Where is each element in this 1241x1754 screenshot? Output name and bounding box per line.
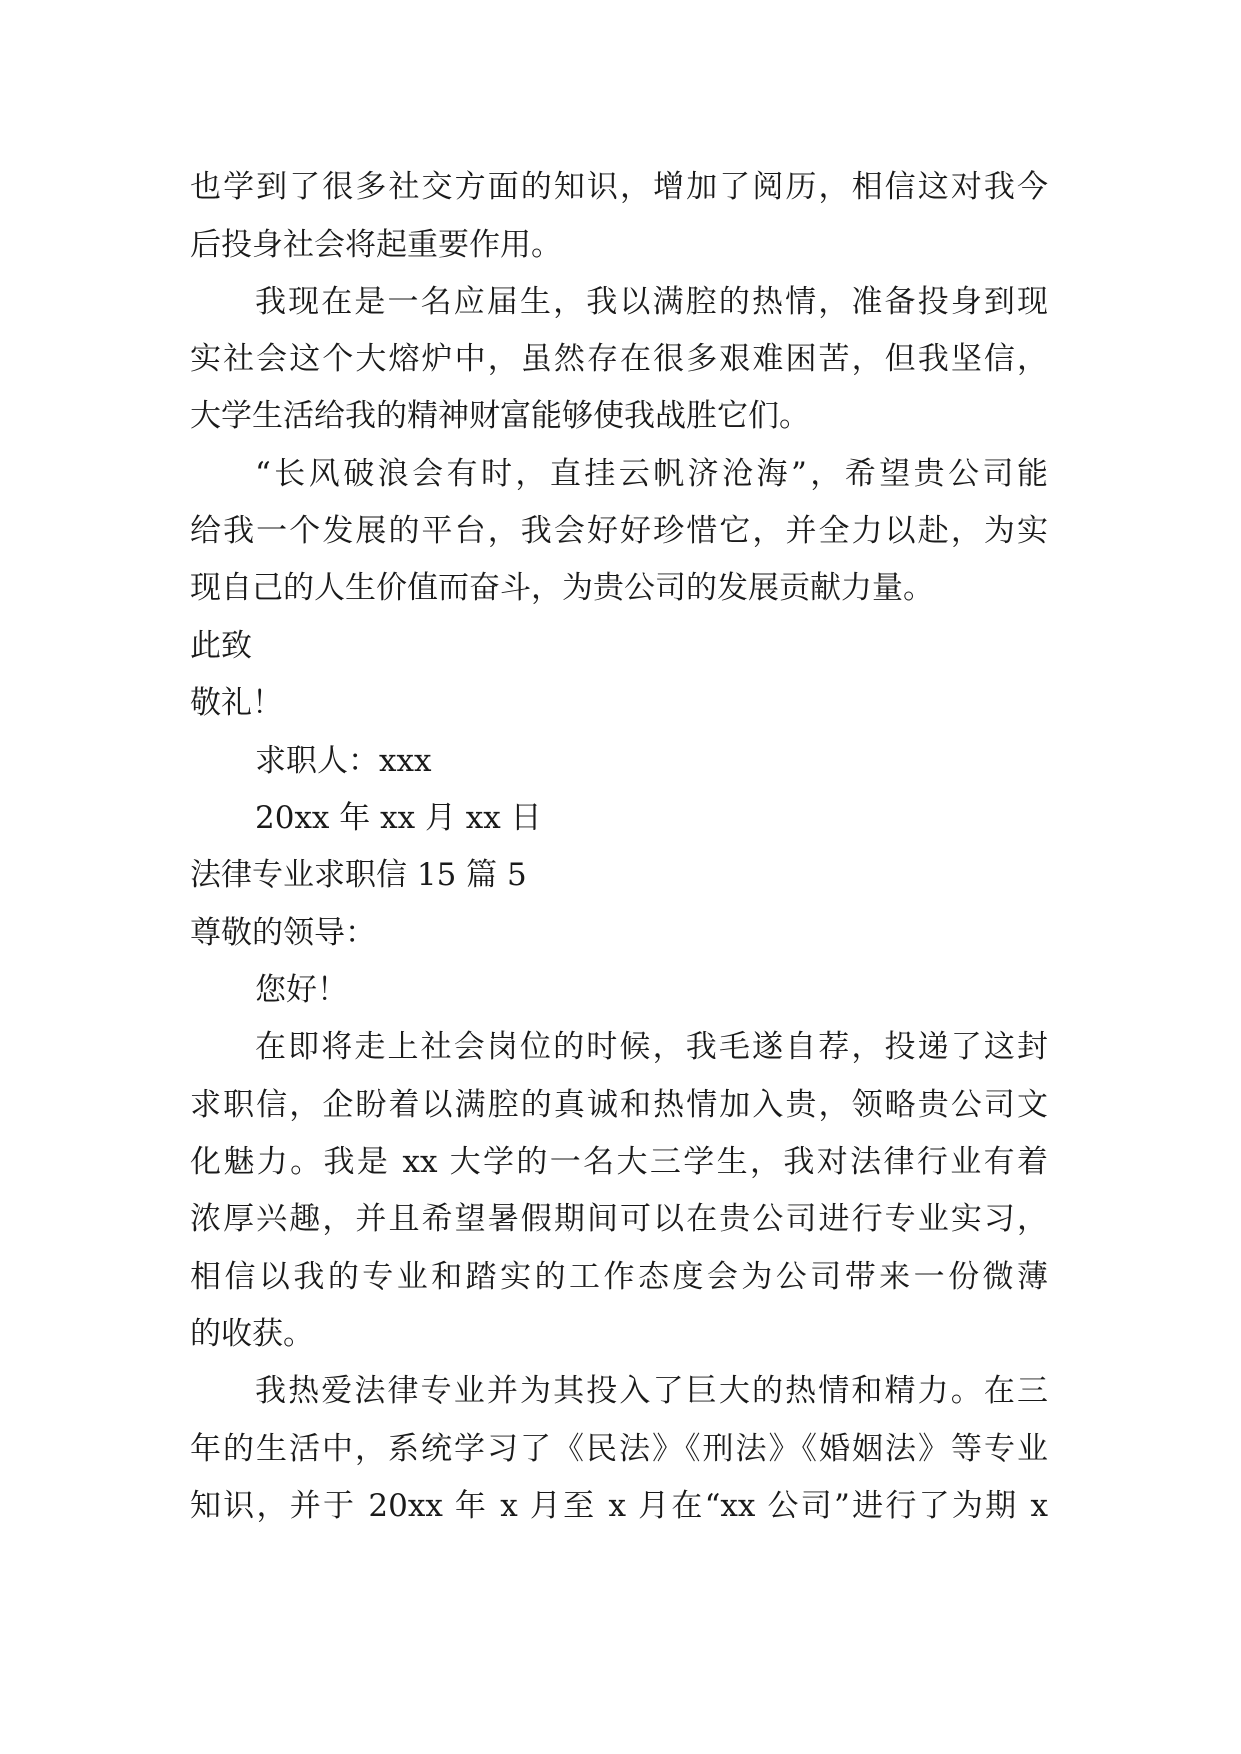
text-line: 我现在是一名应届生，我以满腔的热情，准备投身到现: [255, 284, 1048, 320]
text-line: 后投身社会将起重要作用。: [190, 227, 562, 263]
closing-line: 此致: [190, 628, 252, 664]
greeting-line: 您好！: [255, 972, 348, 1008]
date-line: 20xx 年 xx 月 xx 日: [255, 800, 542, 836]
text-line: 现自己的人生价值而奋斗，为贵公司的发展贡献力量。: [190, 570, 934, 606]
text-line: “长风破浪会有时，直挂云帆济沧海”，希望贵公司能: [255, 456, 1048, 492]
text-line: 大学生活给我的精神财富能够使我战胜它们。: [190, 398, 810, 434]
text-line: 的收获。: [190, 1316, 314, 1352]
text-line: 年的生活中，系统学习了《民法》《刑法》《婚姻法》等专业: [190, 1431, 1048, 1467]
text-line: 求职信，企盼着以满腔的真诚和热情加入贵，领略贵公司文: [190, 1087, 1048, 1123]
greeting-line: 尊敬的领导：: [190, 915, 376, 951]
text-line: 实社会这个大熔炉中，虽然存在很多艰难困苦，但我坚信，: [190, 341, 1048, 377]
text-line: 化魅力。我是 xx 大学的一名大三学生，我对法律行业有着: [190, 1144, 1048, 1180]
text-line: 知识，并于 20xx 年 x 月至 x 月在“xx 公司”进行了为期 x: [190, 1488, 1048, 1524]
text-line: 浓厚兴趣，并且希望暑假期间可以在贵公司进行专业实习，: [190, 1201, 1048, 1237]
salutation-line: 敬礼！: [190, 685, 283, 721]
text-line: 也学到了很多社交方面的知识，增加了阅历，相信这对我今: [190, 169, 1048, 205]
text-line: 我热爱法律专业并为其投入了巨大的热情和精力。在三: [255, 1373, 1048, 1409]
text-line: 相信以我的专业和踏实的工作态度会为公司带来一份微薄: [190, 1259, 1048, 1295]
text-line: 给我一个发展的平台，我会好好珍惜它，并全力以赴，为实: [190, 513, 1048, 549]
text-line: 在即将走上社会岗位的时候，我毛遂自荐，投递了这封: [255, 1029, 1048, 1065]
section-heading: 法律专业求职信 15 篇 5: [190, 857, 527, 893]
applicant-line: 求职人：xxx: [255, 743, 432, 779]
